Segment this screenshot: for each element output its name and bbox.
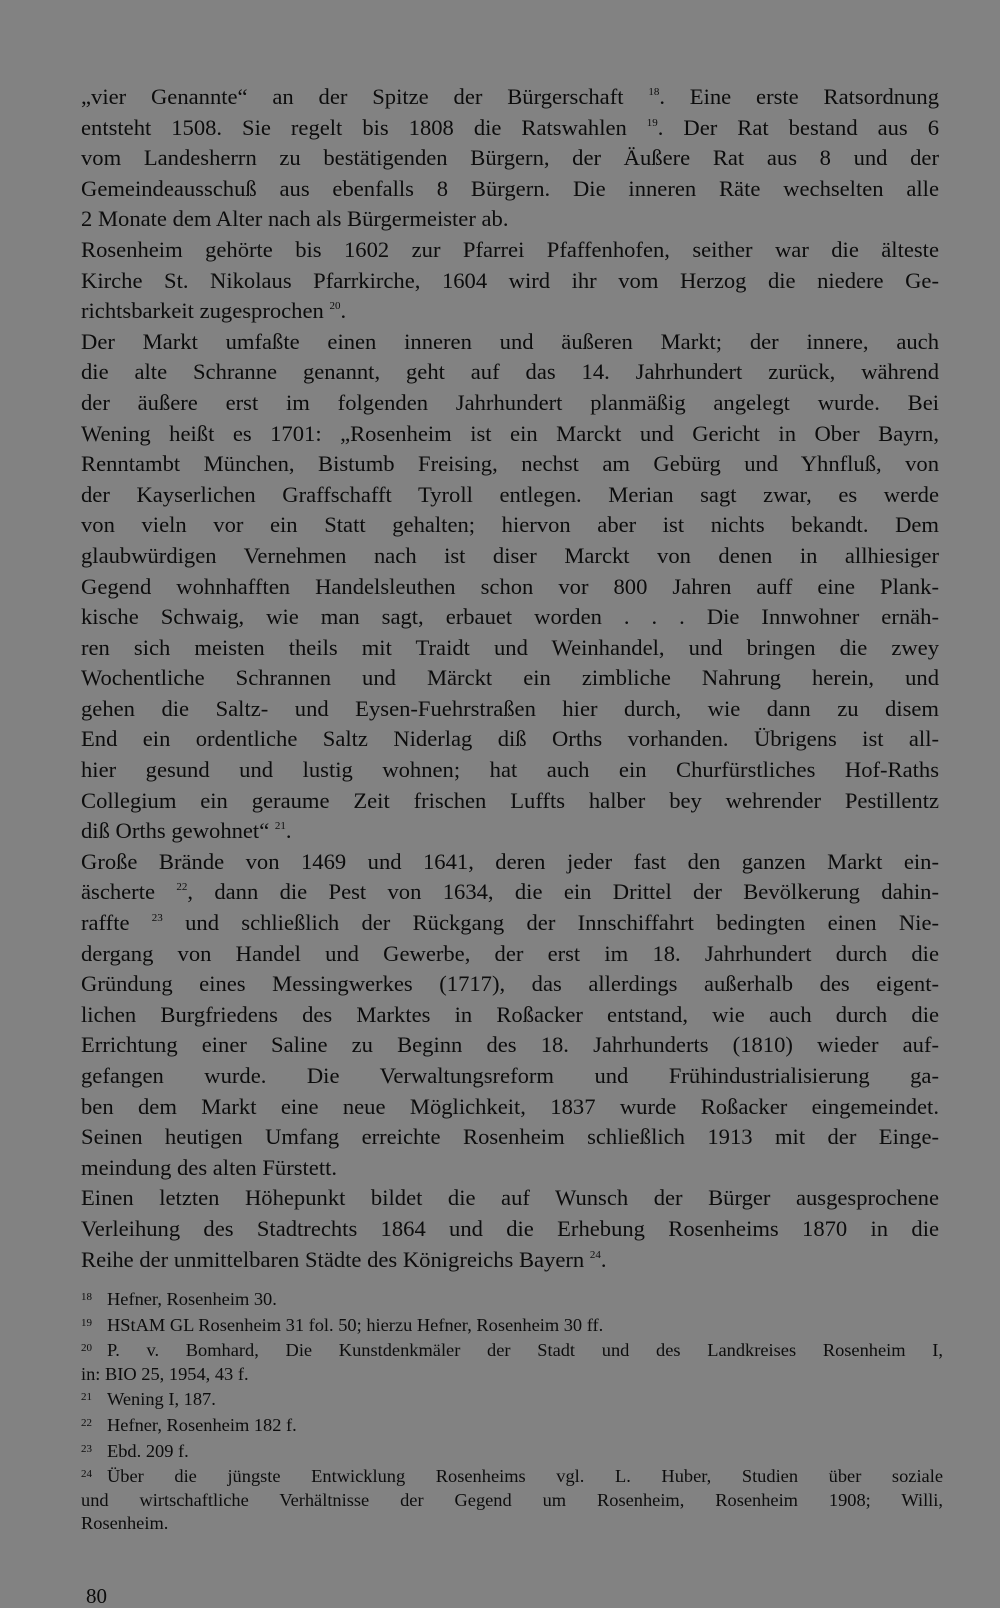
text-run: Kirche St. Nikolaus Pfarrkirche, 1604 wird ihr vom Herzog die niedere Ge-: [81, 267, 939, 293]
text-line: [81, 266, 939, 297]
footnote-reference: 21: [274, 820, 286, 833]
text-run: vom Landesherrn zu bestätigenden Bürgern, der Äußere Rat aus 8 und der: [81, 145, 939, 171]
text-line: [81, 786, 939, 817]
text-line: [81, 939, 939, 970]
text-line: [81, 480, 939, 511]
footnote-line: [81, 1286, 943, 1312]
text-line: [81, 1000, 939, 1031]
text-run: der Kayserlichen Graffschafft Tyroll entlegen. Merian sagt zwar, es werde: [81, 481, 939, 507]
footnote-reference: 18: [648, 86, 660, 98]
text-run: ren sich meisten theils mit Traidt und Weinhandel, und bringen die zwey: [81, 634, 939, 660]
text-line: [81, 510, 939, 541]
text-line: [81, 419, 939, 450]
text-line: [81, 143, 939, 174]
footnote-line: [81, 1363, 943, 1387]
footnote-line: [81, 1312, 943, 1338]
footnote-line: [81, 1438, 943, 1464]
text-run: 2 Monate dem Alter nach als Bürgermeister ab.: [81, 206, 509, 232]
footnote-reference: 24: [589, 1248, 601, 1261]
text-line: [81, 602, 939, 633]
text-run: Renntambt München, Bistumb Freising, nechst am Gebürg und Yhnfluß, von: [81, 451, 939, 477]
text-line: [81, 633, 939, 664]
text-run: raffte: [81, 910, 152, 936]
text-run: End ein ordentliche Saltz Niderlag diß Orths vorhanden. Übrigens ist all-: [81, 726, 939, 752]
text-line: [81, 816, 939, 847]
text-line: [81, 82, 939, 113]
text-line: [81, 327, 939, 358]
text-run: Collegium ein geraume Zeit frischen Luffts halber bey wehrender Pestillentz: [81, 787, 939, 813]
text-run: äscherte: [81, 879, 177, 905]
text-run: richtsbarkeit zugesprochen: [81, 298, 330, 324]
footnote-text: in: BIO 25, 1954, 43 f.: [81, 1363, 249, 1384]
text-run: Verleihung des Stadtrechts 1864 und die Erhebung Rosenheims 1870 in die: [81, 1215, 939, 1241]
text-run: ben dem Markt eine neue Möglichkeit, 1837 wurde Roßacker eingemeindet.: [81, 1093, 939, 1119]
text-run: Reihe der unmittelbaren Städte des Königreichs Bayern: [81, 1246, 590, 1272]
text-line: [81, 755, 939, 786]
footnote-number: 19: [81, 1316, 92, 1329]
footnote-reference: 22: [176, 881, 188, 894]
footnote-text: P. v. Bomhard, Die Kunstdenkmäler der Stadt und des Landkreises Rosenheim I,: [107, 1340, 943, 1361]
text-line: [81, 113, 939, 144]
text-line: [81, 694, 939, 725]
text-run: entsteht 1508. Sie regelt bis 1808 die Ratswahlen: [81, 114, 647, 140]
text-line: [81, 388, 939, 419]
footnote-number: 18: [81, 1291, 92, 1303]
text-line: [81, 449, 939, 480]
text-line: [81, 969, 939, 1000]
text-line: [81, 663, 939, 694]
footnote-text: Rosenheim.: [81, 1513, 169, 1534]
text-run: und schließlich der Rückgang der Innschiffahrt bedingten einen Nie-: [162, 910, 939, 936]
text-run: der äußere erst im folgenden Jahrhundert planmäßig angelegt wurde. Bei: [81, 389, 939, 415]
text-line: [81, 877, 939, 908]
text-run: . Eine erste Ratsordnung: [659, 84, 939, 109]
footnote-reference: 20: [329, 300, 341, 313]
text-line: [81, 1245, 939, 1276]
text-line: [81, 572, 939, 603]
text-line: [81, 1092, 939, 1123]
footnote-text: Über die jüngste Entwicklung Rosenheims vgl. L. Huber, Studien über soziale: [107, 1466, 943, 1487]
text-line: [81, 847, 939, 878]
footnote-line: [81, 1512, 943, 1536]
footnote-number: 23: [81, 1442, 92, 1455]
text-line: [81, 724, 939, 755]
footnote-number: 24: [81, 1468, 92, 1481]
text-line: [81, 357, 939, 388]
footnote-text: Hefner, Rosenheim 182 f.: [107, 1414, 297, 1435]
text-line: [81, 908, 939, 939]
text-line: [81, 1214, 939, 1245]
text-run: die alte Schranne genannt, geht auf das 14. Jahrhundert zurück, während: [81, 359, 939, 385]
text-run: Errichtung einer Saline zu Beginn des 18. Jahrhunderts (1810) wieder auf-: [81, 1032, 939, 1058]
text-run: „vier Genannte“ an der Spitze der Bürgerschaft: [81, 84, 649, 109]
footnote-number: 22: [81, 1416, 92, 1429]
text-run: . Der Rat bestand aus 6: [657, 114, 939, 140]
text-run: Gegend wohnhafften Handelsleuthen schon vor 800 Jahren auff eine Plank-: [81, 573, 939, 599]
body-text: [81, 82, 939, 1275]
text-run: gehen die Saltz- und Eysen-Fuehrstraßen hier durch, wie dann zu disem: [81, 695, 939, 721]
text-run: Einen letzten Höhepunkt bildet die auf Wunsch der Bürger ausgesprochene: [81, 1185, 939, 1211]
text-run: Der Markt umfaßte einen inneren und äußeren Markt; der innere, auch: [81, 328, 939, 354]
text-run: Gründung eines Messingwerkes (1717), das allerdings außerhalb des eigent-: [81, 971, 939, 997]
footnote-line: [81, 1337, 943, 1363]
text-line: [81, 235, 939, 266]
text-line: [81, 1030, 939, 1061]
text-run: Seinen heutigen Umfang erreichte Rosenheim schließlich 1913 mit der Einge-: [81, 1124, 939, 1150]
footnote-reference: 23: [151, 912, 163, 925]
page-number: 80: [86, 1584, 107, 1608]
footnote-number: 20: [81, 1342, 92, 1355]
text-run: Große Brände von 1469 und 1641, deren jeder fast den ganzen Markt ein-: [81, 848, 939, 874]
text-run: gefangen wurde. Die Verwaltungsreform und Frühindustrialisierung ga-: [81, 1063, 939, 1088]
footnote-number: 21: [81, 1391, 92, 1404]
text-run: hier gesund und lustig wohnen; hat auch ein Churfürstliches Hof-Raths: [81, 757, 939, 783]
footnote-text: Ebd. 209 f.: [107, 1440, 189, 1461]
text-run: glaubwürdigen Vernehmen nach ist diser Marckt von denen in allhiesiger: [81, 542, 939, 568]
text-run: Gemeindeausschuß aus ebenfalls 8 Bürgern. Die inneren Räte wechselten alle: [81, 175, 939, 201]
text-line: [81, 541, 939, 572]
text-run: .: [285, 818, 292, 844]
footnote-line: [81, 1412, 943, 1438]
text-run: Rosenheim gehörte bis 1602 zur Pfarrei Pfaffenhofen, seither war die älteste: [81, 236, 939, 262]
footnote-line: [81, 1386, 943, 1412]
text-run: kische Schwaig, wie man sagt, erbauet worden . . . Die Innwohner ernäh-: [81, 604, 939, 630]
text-line: [81, 1122, 939, 1153]
text-run: von vieln vor ein Statt gehalten; hiervon aber ist nichts bekandt. Dem: [81, 512, 939, 538]
footnote-line: [81, 1463, 943, 1489]
text-run: diß Orths gewohnet“: [81, 818, 275, 844]
text-run: Wochentliche Schrannen und Märckt ein zimbliche Nahrung herein, und: [81, 665, 939, 691]
footnote-line: [81, 1489, 943, 1513]
footnote-text: Hefner, Rosenheim 30.: [107, 1289, 277, 1309]
text-run: , dann die Pest von 1634, die ein Drittel der Bevölkerung dahin-: [187, 879, 940, 905]
text-line: [81, 174, 939, 205]
text-line: [81, 204, 939, 235]
text-line: [81, 1153, 939, 1184]
footnote-text: und wirtschaftliche Verhältnisse der Gegend um Rosenheim, Rosenheim 1908; Willi,: [81, 1489, 943, 1510]
text-line: [81, 1183, 939, 1214]
text-run: meindung des alten Fürstett.: [81, 1154, 338, 1180]
text-run: .: [600, 1246, 607, 1272]
footnotes: [81, 1286, 943, 1536]
text-line: [81, 296, 939, 327]
text-run: Wening heißt es 1701: „Rosenheim ist ein Marckt und Gericht in Ober Bayrn,: [81, 420, 939, 446]
text-run: dergang von Handel und Gewerbe, der erst im 18. Jahrhundert durch die: [81, 940, 939, 966]
footnote-reference: 19: [646, 116, 658, 129]
text-run: lichen Burgfriedens des Marktes in Roßacker entstand, wie auch durch die: [81, 1001, 939, 1027]
footnote-text: HStAM GL Rosenheim 31 fol. 50; hierzu Hefner, Rosenheim 30 ff.: [107, 1314, 604, 1335]
footnote-text: Wening I, 187.: [107, 1389, 216, 1410]
text-run: .: [340, 298, 347, 324]
text-line: [81, 1061, 939, 1092]
